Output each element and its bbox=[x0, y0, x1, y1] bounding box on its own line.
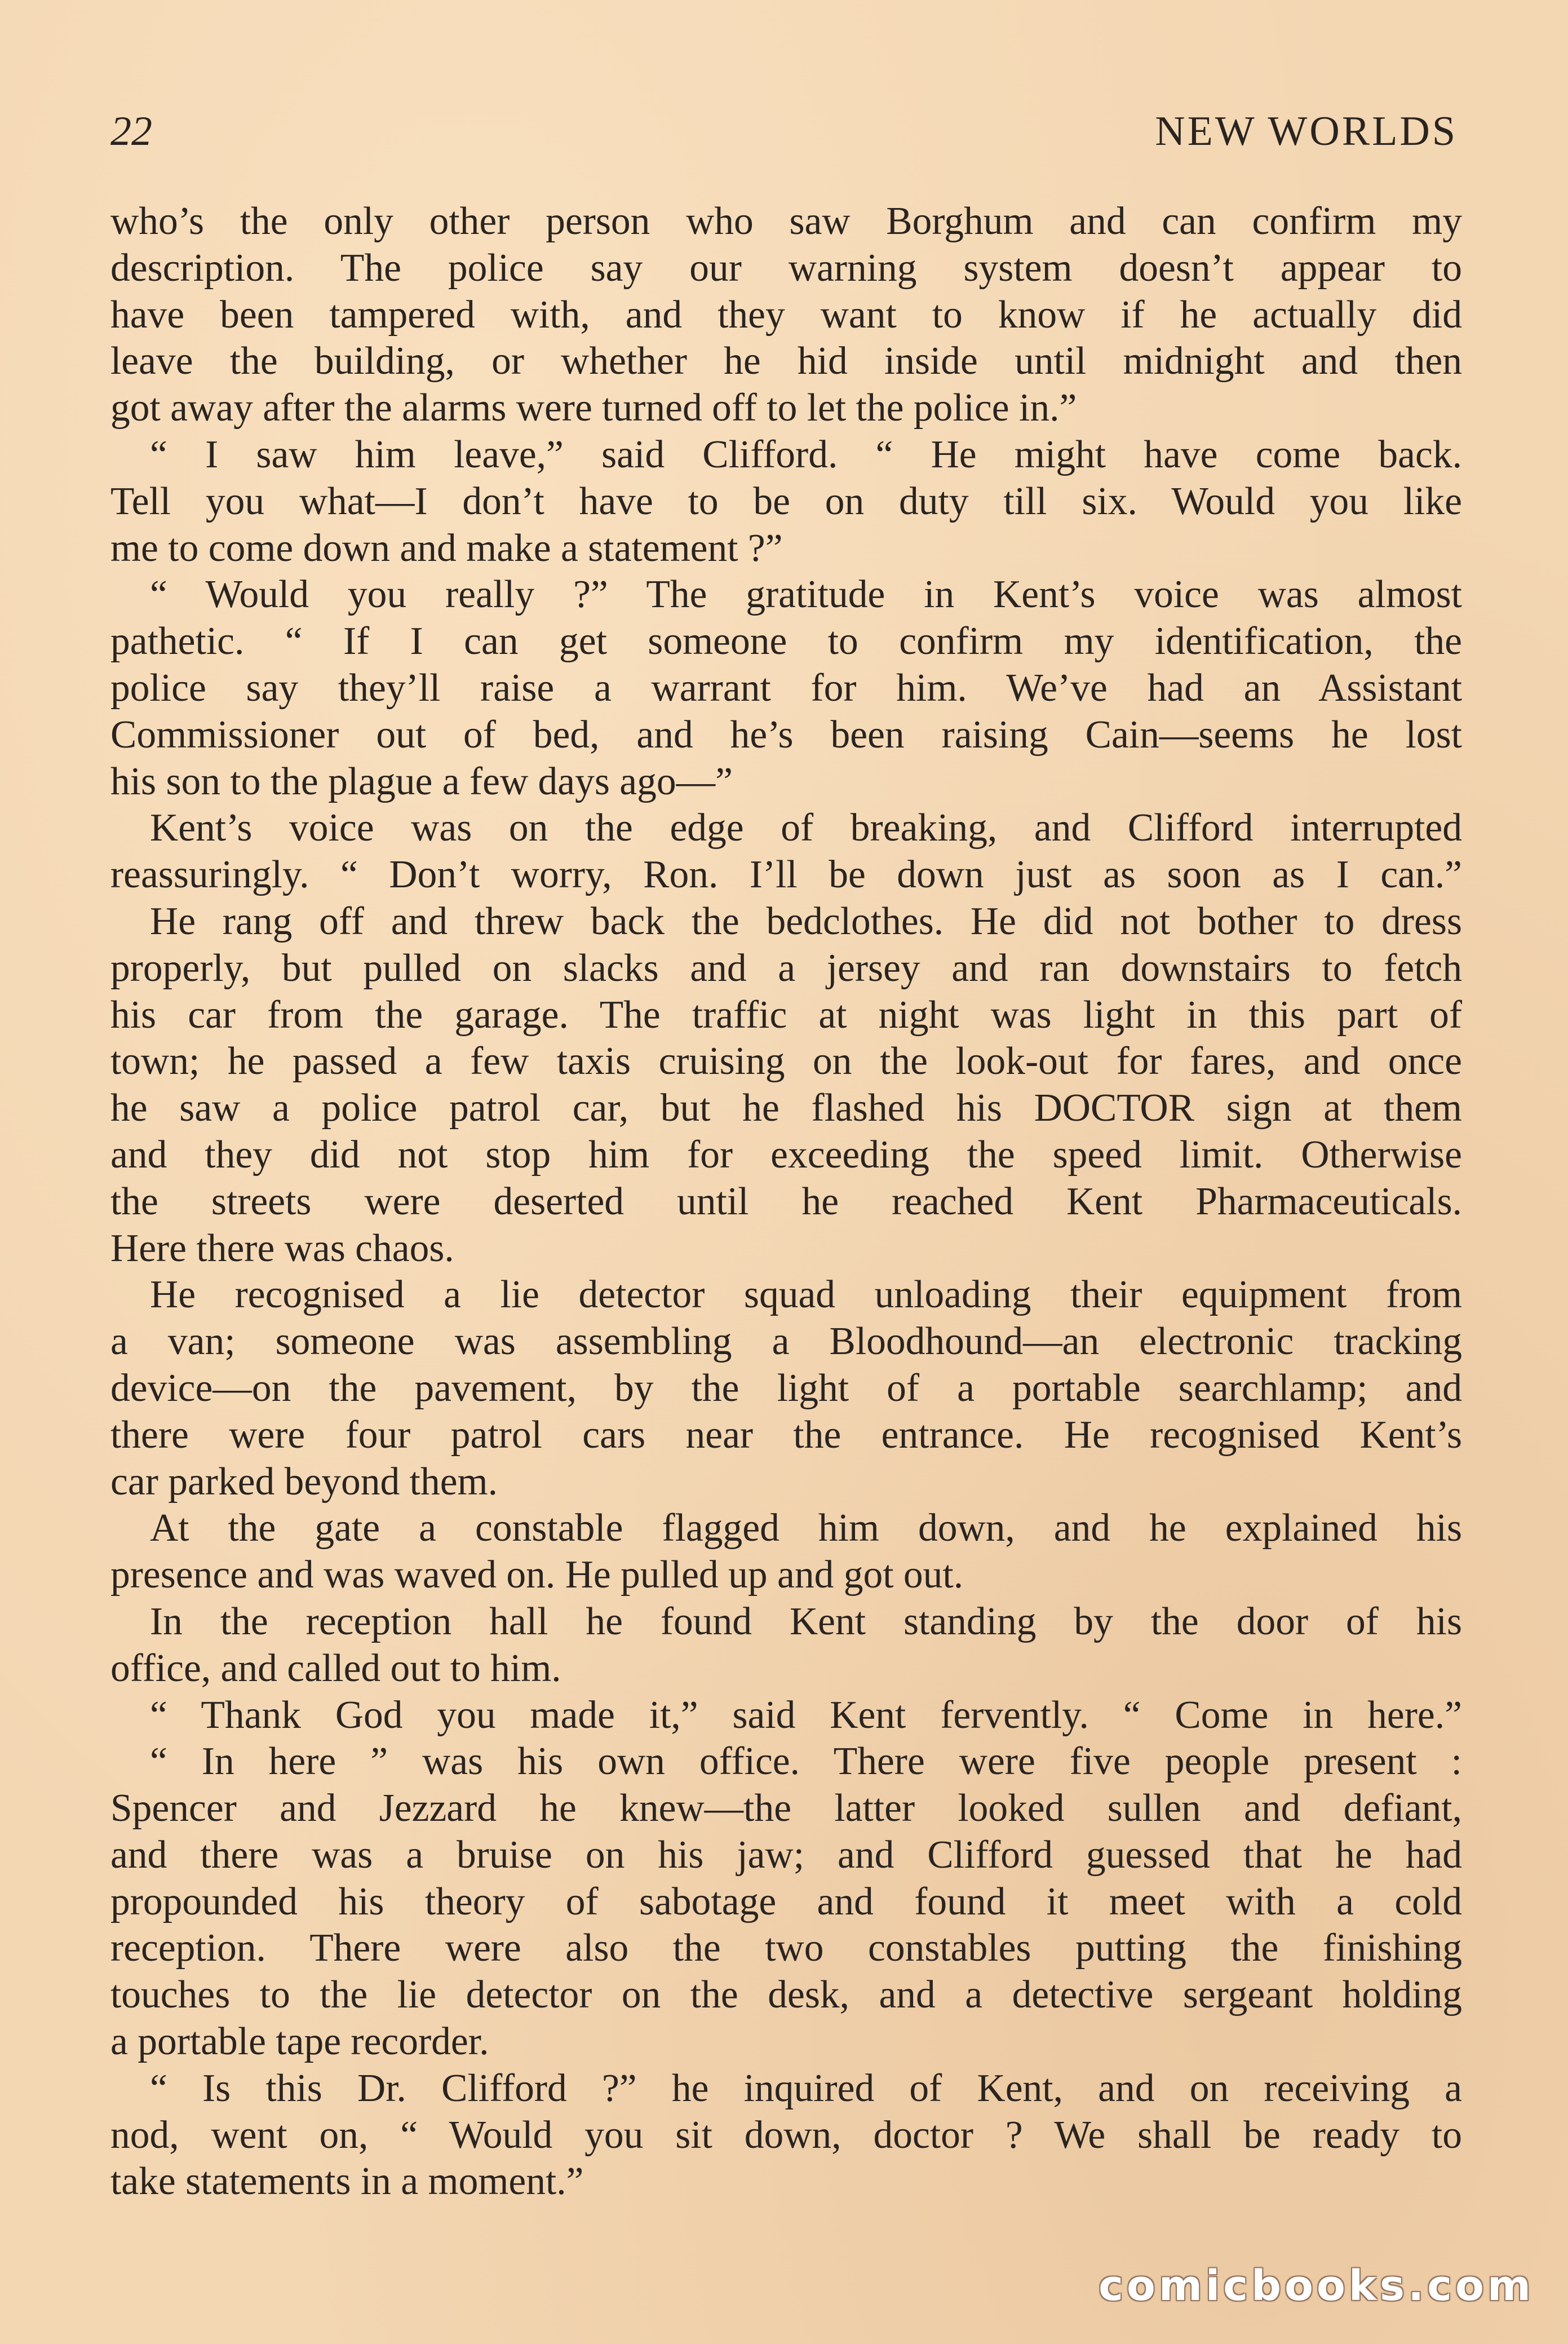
text-line: Spencer and Jezzard he knew—the latter looked sullen and defiant, bbox=[110, 1786, 1462, 1830]
text-line: At the gate a constable flagged him down, and he explained his bbox=[150, 1506, 1462, 1550]
text-line: pathetic. “ If I can get someone to confirm my identification, the bbox=[110, 620, 1462, 664]
text-line: propounded his theory of sabotage and found it meet with a cold bbox=[110, 1879, 1462, 1923]
text-line: and there was a bruise on his jaw; and Clifford guessed that he had bbox=[110, 1833, 1462, 1877]
page-number: 22 bbox=[110, 108, 152, 154]
text-line: who’s the only other person who saw Borghum and can confirm my bbox=[110, 200, 1462, 243]
text-line: “ Thank God you made it,” said Kent fervently. “ Come in here.” bbox=[150, 1693, 1462, 1737]
text-line: In the reception hall he found Kent standing by the door of his bbox=[150, 1599, 1462, 1643]
text-line: He recognised a lie detector squad unloading their equipment from bbox=[150, 1273, 1462, 1317]
text-line: device—on the pavement, by the light of a portable searchlamp; and bbox=[110, 1366, 1462, 1410]
text-line: a van; someone was assembling a Bloodhound—an electronic tracking bbox=[110, 1320, 1462, 1364]
text-line: office, and called out to him. bbox=[110, 1646, 561, 1690]
body-text bbox=[110, 198, 1462, 2205]
text-line: Here there was chaos. bbox=[110, 1226, 454, 1270]
text-line: “ I saw him leave,” said Clifford. “ He might have come back. bbox=[150, 432, 1462, 476]
text-line: and they did not stop him for exceeding the speed limit. Otherwise bbox=[110, 1133, 1462, 1177]
text-line: reception. There were also the two constables putting the finishing bbox=[110, 1926, 1462, 1970]
text-line: he saw a police patrol car, but he flashed his DOCTOR sign at them bbox=[110, 1086, 1462, 1130]
text-line: reassuringly. “ Don’t worry, Ron. I’ll be down just as soon as I can.” bbox=[110, 853, 1462, 897]
text-line: touches to the lie detector on the desk, and a detective sergeant holding bbox=[110, 1973, 1462, 2017]
text-line: He rang off and threw back the bedclothes. He did not bother to dress bbox=[150, 899, 1462, 943]
text-line: Commissioner out of bed, and he’s been raising Cain—seems he lost bbox=[110, 713, 1462, 757]
text-line: town; he passed a few taxis cruising on the look-out for fares, and once bbox=[110, 1040, 1462, 1083]
watermark: comicbooks.com bbox=[1099, 2262, 1534, 2310]
text-line: “ Is this Dr. Clifford ?” he inquired of Kent, and on receiving a bbox=[150, 2066, 1462, 2110]
text-line: the streets were deserted until he reached Kent Pharmaceuticals. bbox=[110, 1179, 1462, 1223]
text-line: his son to the plague a few days ago—” bbox=[110, 759, 733, 803]
text-line: presence and was waved on. He pulled up and got out. bbox=[110, 1553, 964, 1597]
page-header bbox=[110, 100, 1458, 162]
text-line: got away after the alarms were turned off to let the police in.” bbox=[110, 386, 1077, 430]
text-line: “ Would you really ?” The gratitude in Kent’s voice was almost bbox=[150, 573, 1462, 617]
text-line: description. The police say our warning system doesn’t appear to bbox=[110, 246, 1462, 290]
text-line: his car from the garage. The traffic at night was light in this part of bbox=[110, 993, 1462, 1037]
text-line: me to come down and make a statement ?” bbox=[110, 526, 783, 570]
text-line: nod, went on, “ Would you sit down, doctor ? We shall be ready to bbox=[110, 2113, 1462, 2157]
text-line: Kent’s voice was on the edge of breaking, and Clifford interrupted bbox=[150, 806, 1462, 850]
text-line: leave the building, or whether he hid inside until midnight and then bbox=[110, 339, 1462, 383]
text-line: take statements in a moment.” bbox=[110, 2160, 584, 2204]
text-line: “ In here ” was his own office. There were five people present : bbox=[150, 1740, 1462, 1784]
running-head: NEW WORLDS bbox=[1155, 108, 1458, 154]
text-line: car parked beyond them. bbox=[110, 1460, 498, 1503]
text-line: properly, but pulled on slacks and a jersey and ran downstairs to fetch bbox=[110, 946, 1462, 990]
text-line: Tell you what—I don’t have to be on duty till six. Would you like bbox=[110, 479, 1462, 523]
text-line: police say they’ll raise a warrant for him. We’ve had an Assistant bbox=[110, 666, 1462, 710]
text-line: there were four patrol cars near the entrance. He recognised Kent’s bbox=[110, 1413, 1462, 1457]
text-line: a portable tape recorder. bbox=[110, 2020, 489, 2064]
text-line: have been tampered with, and they want to know if he actually did bbox=[110, 293, 1462, 337]
